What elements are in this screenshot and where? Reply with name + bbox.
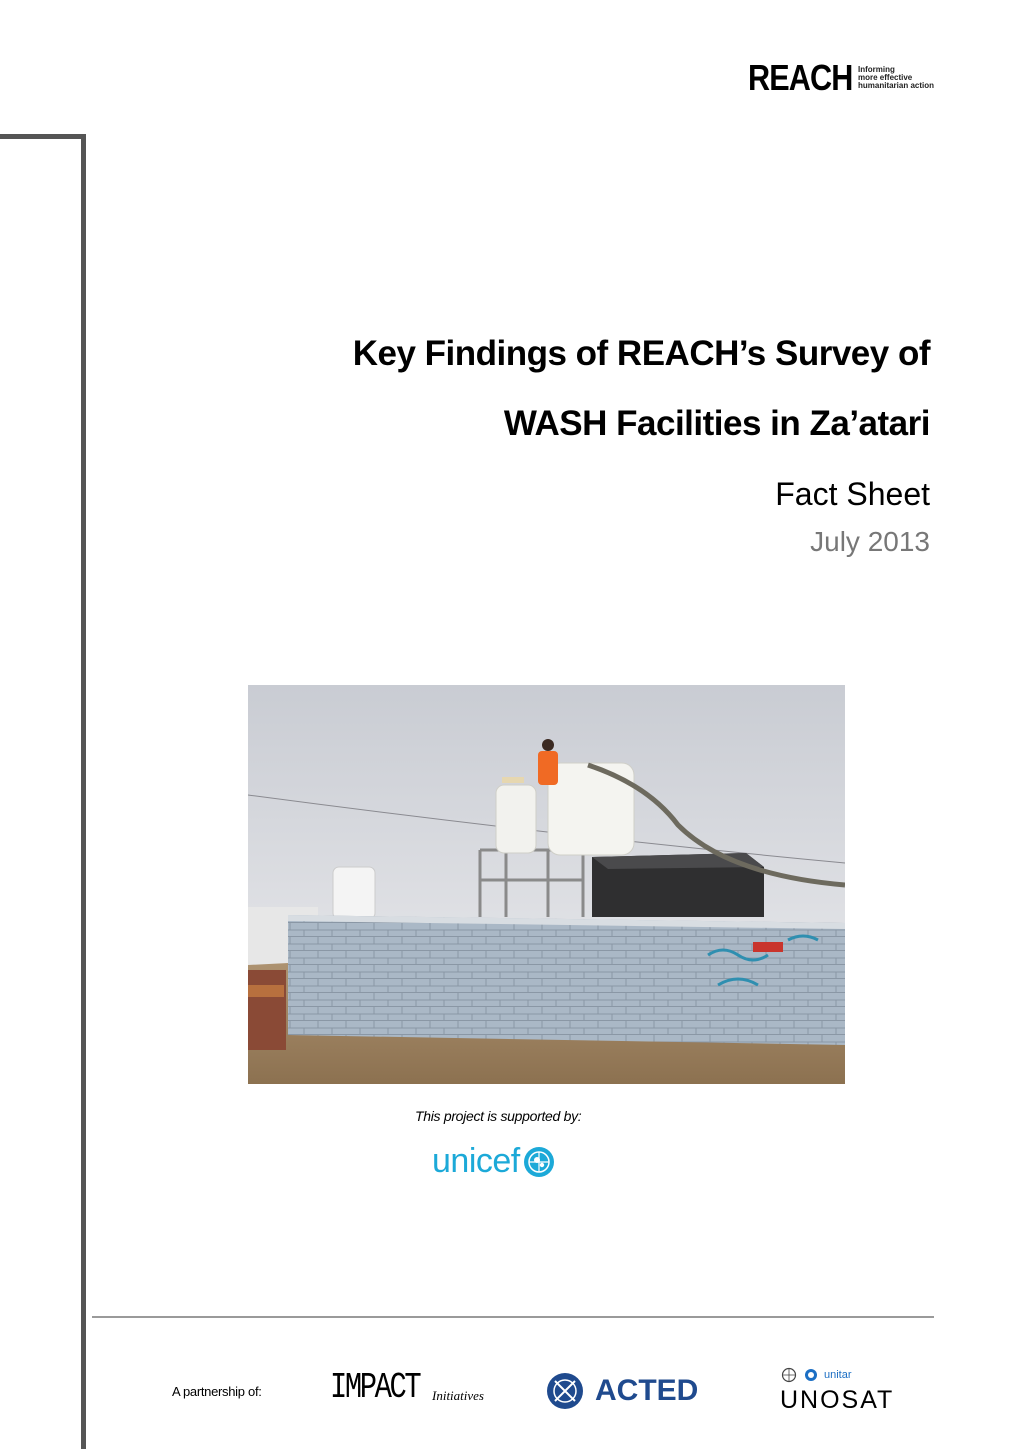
impact-logo-sub: Initiatives [432, 1388, 484, 1403]
unitar-logo-word: unitar [824, 1369, 852, 1381]
unitar-emblem-icon [804, 1368, 818, 1382]
unosat-logo-word: UNOSAT [780, 1386, 895, 1414]
unosat-logo [780, 1366, 910, 1415]
un-emblem-icon [780, 1367, 798, 1383]
impact-logo-word: IMPACT [330, 1367, 420, 1408]
frame-top-rule [0, 134, 86, 139]
unicef-emblem-icon [522, 1145, 556, 1179]
acted-logo-word: ACTED [595, 1374, 699, 1407]
reach-logo [748, 57, 935, 98]
partnership-label: A partnership of: [172, 1384, 262, 1399]
footer-divider [92, 1316, 934, 1318]
unicef-logo-word: unicef [432, 1142, 520, 1180]
reach-logo-word: REACH [748, 57, 853, 98]
acted-emblem-icon [545, 1371, 585, 1411]
impact-initiatives-logo [330, 1367, 484, 1408]
document-subtitle: Fact Sheet [775, 476, 930, 512]
reach-logo-tagline: Informing more effective humanitarian action [858, 65, 935, 90]
document-date: July 2013 [810, 526, 930, 557]
water-tank-photo [248, 685, 845, 1084]
supported-by-label: This project is supported by: [415, 1108, 582, 1124]
unicef-logo [432, 1142, 556, 1181]
frame-left-rule [81, 134, 86, 1449]
acted-logo [545, 1371, 698, 1411]
title-line-2: WASH Facilities in Za’atari [503, 404, 930, 443]
title-line-1: Key Findings of REACH’s Survey of [352, 334, 930, 373]
